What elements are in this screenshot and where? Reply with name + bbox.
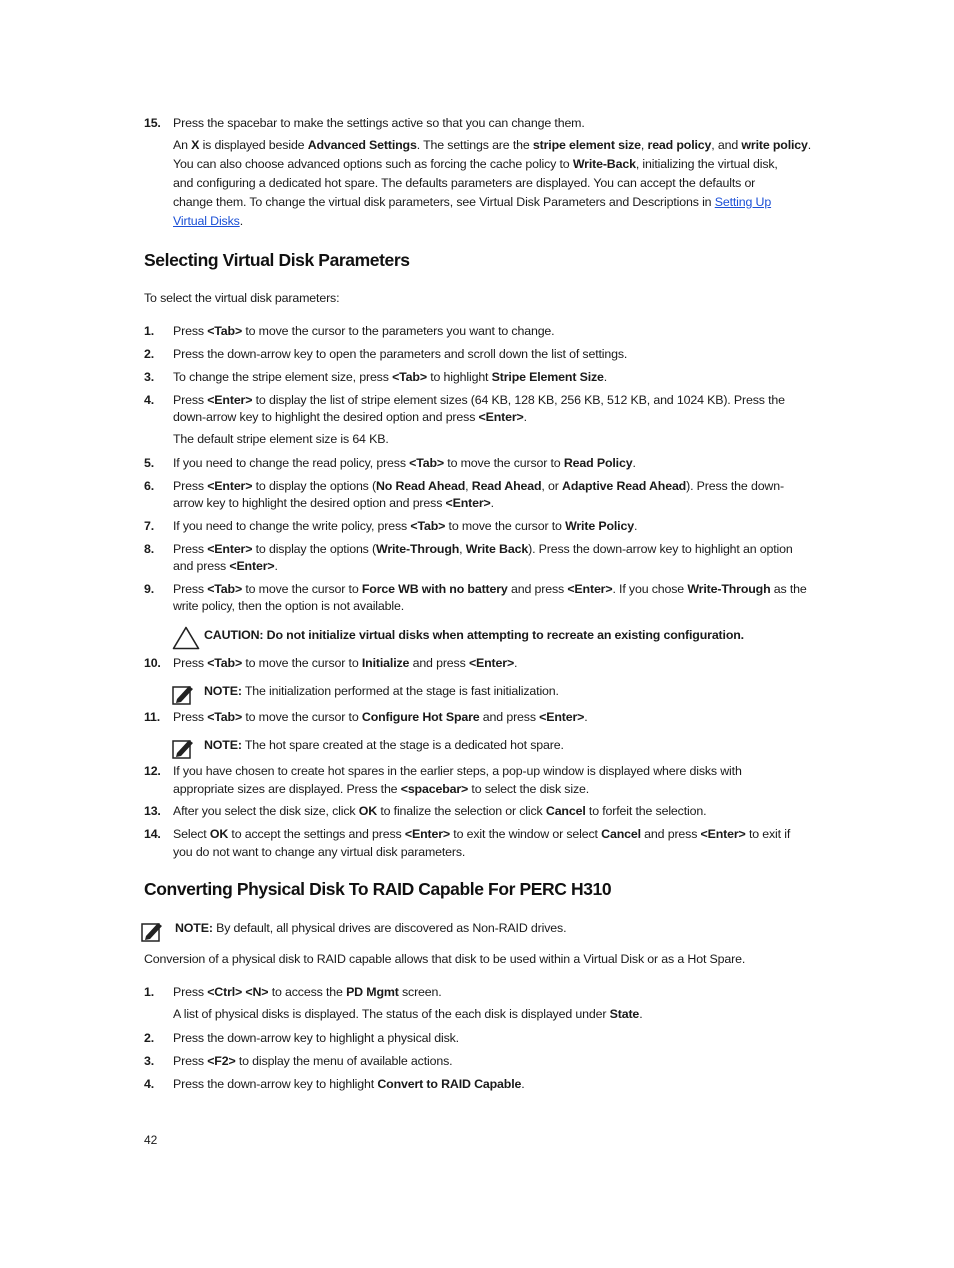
step-text: Press the down-arrow key to highlight a physical disk. (173, 1031, 459, 1045)
step-text: After you select the disk size, click OK to finalize the selection or click Cancel to forfeit the selection. (173, 804, 707, 818)
note-message: NOTE: The initialization performed at the stage is fast initialization. (204, 684, 559, 698)
step-text: If you need to change the write policy, press <Tab> to move the cursor to Write Policy. (173, 519, 638, 533)
step-number: 12. (144, 764, 161, 778)
setting-up-virtual-disks-link-cont[interactable]: Virtual Disks (173, 214, 240, 228)
section-heading: Selecting Virtual Disk Parameters (144, 250, 410, 270)
paragraph-line: You can also choose advanced options such as forcing the cache policy to Write-Back, initializing the virtual disk, (173, 157, 778, 171)
step-number: 9. (144, 582, 154, 596)
caution-message: CAUTION: Do not initialize virtual disks when attempting to recreate an existing configuration. (204, 628, 744, 642)
step-number: 14. (144, 827, 161, 841)
section-intro: To select the virtual disk parameters: (144, 291, 340, 305)
step-text: Press <Tab> to move the cursor to Configure Hot Spare and press <Enter>. (173, 710, 588, 724)
page-number: 42 (144, 1133, 158, 1147)
paragraph-line: Virtual Disks. (173, 214, 243, 228)
step-text: Select OK to accept the settings and press <Enter> to exit the window or select Cancel and press <Enter> to exit if (173, 827, 791, 841)
step-number: 2. (144, 347, 154, 361)
step-text: Press <Ctrl> <N> to access the PD Mgmt screen. (173, 985, 442, 999)
step-text: Press <F2> to display the menu of available actions. (173, 1054, 453, 1068)
step-text: Press <Tab> to move the cursor to Force WB with no battery and press <Enter>. If you chose Write-Through as the (173, 582, 807, 596)
note-message: NOTE: The hot spare created at the stage is a dedicated hot spare. (204, 738, 564, 752)
step-number: 1. (144, 324, 154, 338)
step-text: The default stripe element size is 64 KB. (173, 432, 389, 446)
step-number: 3. (144, 1054, 154, 1068)
step-text: down-arrow key to highlight the desired option and press <Enter>. (173, 410, 527, 424)
paragraph-line: An X is displayed beside Advanced Settings. The settings are the stripe element size, read policy, and write policy. (173, 138, 812, 152)
step-number: 11. (144, 710, 160, 724)
note-pencil-icon (172, 683, 194, 705)
step-text: Press <Tab> to move the cursor to Initialize and press <Enter>. (173, 656, 518, 670)
step-number: 13. (144, 804, 161, 818)
step-number: 15. (144, 116, 161, 130)
step-text: To change the stripe element size, press <Tab> to highlight Stripe Element Size. (173, 370, 608, 384)
note-pencil-icon (141, 920, 163, 942)
step-text: If you need to change the read policy, press <Tab> to move the cursor to Read Policy. (173, 456, 636, 470)
step-text: Press the spacebar to make the settings active so that you can change them. (173, 116, 585, 130)
step-text: and press <Enter>. (173, 559, 278, 573)
paragraph-line: and configuring a dedicated hot spare. The defaults parameters are displayed. You can accept the defaults or (173, 176, 756, 190)
step-text: A list of physical disks is displayed. The status of the each disk is displayed under State. (173, 1007, 643, 1021)
step-number: 4. (144, 1077, 154, 1091)
step-text: Press the down-arrow key to open the parameters and scroll down the list of settings. (173, 347, 628, 361)
note-pencil-icon (172, 737, 194, 759)
step-number: 8. (144, 542, 154, 556)
step-number: 10. (144, 656, 161, 670)
step-number: 1. (144, 985, 154, 999)
step-number: 4. (144, 393, 154, 407)
step-text: If you have chosen to create hot spares in the earlier steps, a pop-up window is displayed where disks with (173, 764, 742, 778)
step-text: write policy, then the option is not available. (173, 599, 405, 613)
section-intro: Conversion of a physical disk to RAID capable allows that disk to be used within a Virtual Disk or as a Hot Spare. (144, 952, 746, 966)
step-text: arrow key to highlight the desired option and press <Enter>. (173, 496, 494, 510)
note-message: NOTE: By default, all physical drives are discovered as Non-RAID drives. (175, 921, 567, 935)
step-number: 6. (144, 479, 154, 493)
step-number: 3. (144, 370, 154, 384)
step-number: 2. (144, 1031, 154, 1045)
caution-triangle-icon (172, 626, 200, 650)
step-text: Press <Enter> to display the options (Write-Through, Write Back). Press the down-arrow key to highlight an option (173, 542, 793, 556)
step-number: 5. (144, 456, 154, 470)
paragraph-line: change them. To change the virtual disk parameters, see Virtual Disk Parameters and Descriptions in Setting Up (173, 195, 772, 209)
setting-up-virtual-disks-link[interactable]: Setting Up (714, 195, 772, 209)
step-text: Press <Enter> to display the list of stripe element sizes (64 KB, 128 KB, 256 KB, 512 KB, and 1024 KB). Press the (173, 393, 785, 407)
step-text: you do not want to change any virtual disk parameters. (173, 845, 466, 859)
step-text: Press <Enter> to display the options (No Read Ahead, Read Ahead, or Adaptive Read Ahead). Press the down- (173, 479, 784, 493)
section-heading: Converting Physical Disk To RAID Capable For PERC H310 (144, 879, 612, 899)
step-text: appropriate sizes are displayed. Press the <spacebar> to select the disk size. (173, 782, 590, 796)
step-text: Press <Tab> to move the cursor to the parameters you want to change. (173, 324, 555, 338)
step-number: 7. (144, 519, 154, 533)
step-text: Press the down-arrow key to highlight Convert to RAID Capable. (173, 1077, 525, 1091)
